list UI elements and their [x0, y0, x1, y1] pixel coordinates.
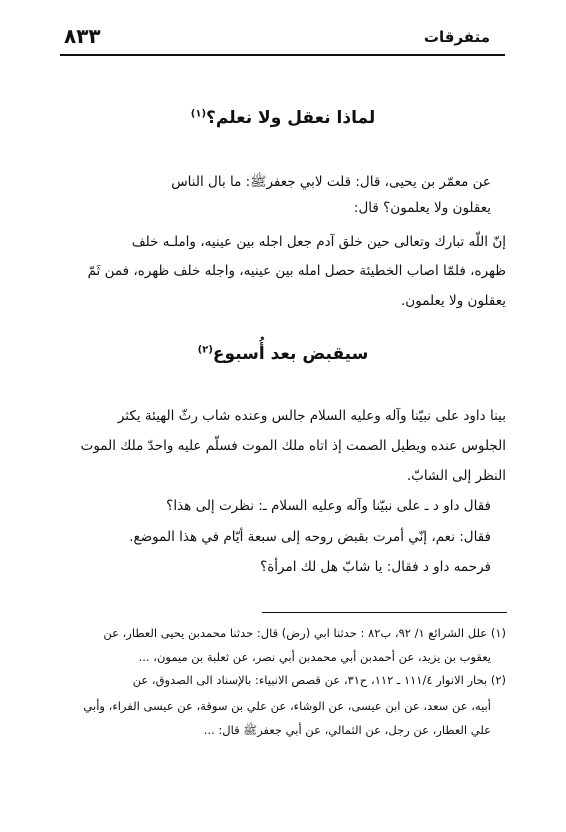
footnote-line: (٢) بحار الانوار ١١١/٤ ـ ١١٢، ح٣١، عن قصص الانبياء: بالإسناد الى الصدوق، عن — [132, 673, 506, 687]
section-heading-2-text: سيقبض بعد أُسبوع — [212, 344, 369, 364]
header-rule — [60, 54, 505, 56]
section-heading-1-text: لماذا نعقل ولا نعلم؟ — [206, 108, 376, 128]
body-line: النظر إلى الشابّ. — [406, 468, 506, 484]
section-heading-1 — [0, 108, 566, 128]
footnote-rule — [262, 612, 507, 613]
body-line: ظهره، فلمّا اصاب الخطيئة حصل امله بين عينيه، واجله خلف ظهره، فمن ثَمّ — [87, 263, 506, 279]
footnote-ref-1: (١) — [190, 108, 207, 120]
body-line: يعقلون ولا يعلمون. — [401, 293, 506, 309]
body-line: بينا داود على نبيّنا وآله وعليه السلام جالس وعنده شاب رثّ الهيئة يكثر — [117, 408, 506, 424]
body-line: إنّ اللّه تبارك وتعالى حين خلق آدم جعل اجله بين عينيه، واملـه خلف — [131, 234, 506, 250]
page-number: ٨٣٣ — [64, 24, 101, 48]
body-line: فقال داو د ـ على نبيّنا وآله وعليه السلام ـ: نظرت إلى هذا؟ — [166, 498, 491, 514]
running-header-title: متفرقات — [423, 28, 490, 46]
footnote-line: أبيه، عن سعد، عن ابن عيسى، عن الوشاء، عن علي بن سوقة، عن عيسى الفراء، وأبي — [83, 699, 491, 713]
footnote-line: علي العطار، عن رجل، عن الثمالي، عن أبي جعفر‌ﷺ قال: ... — [203, 723, 491, 737]
body-line: فرحمه داو د فقال: يا شابّ هل لك امرأة؟ — [260, 559, 491, 575]
body-line: يعقلون ولا يعلمون؟ قال: — [353, 200, 491, 216]
footnote-line: يعقوب بن يزيد، عن أحمدبن أبي محمدبن أبي نصر، عن ثعلبة بن ميمون، ... — [138, 650, 491, 664]
body-line: فقال: نعم، إنّي أمرت بقبض روحه إلى سبعة أيّام في هذا الموضع. — [129, 529, 491, 545]
footnote-ref-2: (٢) — [197, 344, 213, 356]
footnote-line: (١) علل الشرائع ١/ ٩٢، ب٨٢ : حدثنا ابي (رض) قال: حدثنا محمدبن يحيى العطار، عن — [103, 626, 506, 640]
section-heading-2 — [0, 344, 566, 364]
body-line: عن معمّر بن يحيى، قال: قلت لابي جعفر‌ﷺ: ما بال الناس — [171, 174, 491, 190]
body-line: الجلوس عنده ويطيل الصمت إذ اتاه ملك الموت فسلّم عليه واحدّ ملك الموت — [80, 438, 506, 454]
